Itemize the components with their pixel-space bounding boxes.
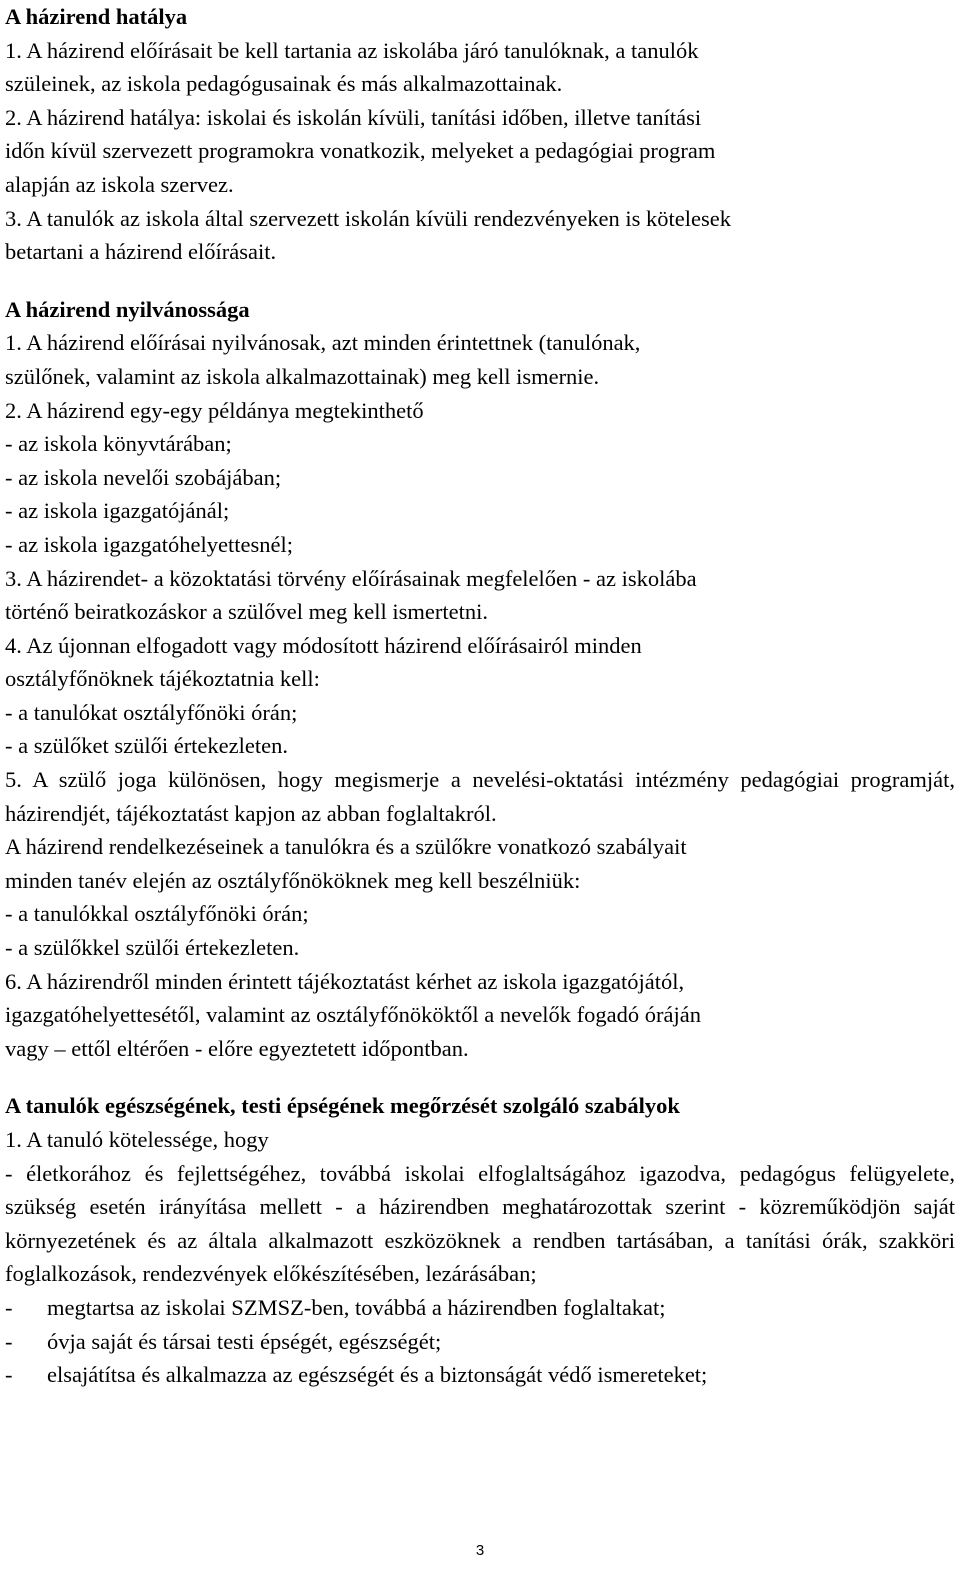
- list-dash: -: [5, 1294, 13, 1320]
- list-dash: -: [5, 1362, 13, 1388]
- page-number: 3: [475, 1542, 485, 1559]
- text-line: 2. A házirend egy-egy példánya megtekinthető: [5, 397, 424, 423]
- paragraph-5: 5. A szülő joga különösen, hogy megismerje a nevelési-oktatási intézmény pedagógiai programját, házirendjét, tájékoztatást kapjon az abban foglaltakról.: [5, 767, 955, 826]
- section-egeszseg: [5, 1089, 955, 1391]
- text-line: - a tanulókkal osztályfőnöki órán;: [5, 901, 309, 927]
- text-line: szüleinek, az iskola pedagógusainak és más alkalmazottainak.: [5, 71, 563, 97]
- text-line: 2. A házirend hatálya: iskolai és iskolán kívüli, tanítási időben, illetve tanítási: [5, 104, 702, 130]
- list-item: [5, 1358, 955, 1392]
- document-page: [5, 0, 955, 1392]
- spacer: [5, 1065, 955, 1089]
- text-line: 1. A házirend előírásai nyilvánosak, azt minden érintettnek (tanulónak,: [5, 330, 641, 356]
- text-line: A házirend rendelkezéseinek a tanulókra és a szülőkre vonatkozó szabályait: [5, 834, 687, 860]
- text-line: - az iskola igazgatójánál;: [5, 498, 230, 524]
- text-line: 3. A tanulók az iskola által szervezett iskolán kívüli rendezvényeken is kötelesek: [5, 205, 732, 231]
- list-item-text: óvja saját és társai testi épségét, egészségét;: [47, 1328, 442, 1354]
- section-nyilvanossaga: [5, 293, 955, 1066]
- list-item-text: megtartsa az iskolai SZMSZ-ben, továbbá a házirendben foglaltakat;: [47, 1294, 666, 1320]
- section-title-egeszseg: A tanulók egészségének, testi épségének megőrzését szolgáló szabályok: [5, 1093, 680, 1119]
- text-line: - az iskola nevelői szobájában;: [5, 464, 282, 490]
- text-line: alapján az iskola szervez.: [5, 171, 234, 197]
- section-title-nyilvanossaga: A házirend nyilvánossága: [5, 296, 250, 322]
- text-line: - az iskola könyvtárában;: [5, 431, 232, 457]
- text-line: - az iskola igazgatóhelyettesnél;: [5, 531, 294, 557]
- text-line: - a tanulókat osztályfőnöki órán;: [5, 699, 298, 725]
- spacer: [5, 269, 955, 293]
- paragraph-duty: - életkorához és fejlettségéhez, továbbá iskolai elfoglaltságához igazodva, pedagógus felügyelete, szükség esetén irányítása mellett - a házirendben meghatározottak szerint - közreműködjön saját környezetének és az általa alkalmazott eszközöknek a rendben tartásában, a tanítási órák, szakköri foglalkozások, rendezvények előkészítésében, lezárásában;: [5, 1160, 955, 1287]
- text-line: időn kívül szervezett programokra vonatkozik, melyeket a pedagógiai program: [5, 138, 716, 164]
- text-line: 1. A házirend előírásait be kell tartania az iskolába járó tanulóknak, a tanulók: [5, 37, 699, 63]
- section-hatalya: [5, 0, 955, 269]
- section-title-hatalya: A házirend hatálya: [5, 4, 188, 29]
- list-item-text: elsajátítsa és alkalmazza az egészségét és a biztonságát védő ismereteket;: [47, 1362, 708, 1388]
- text-line: minden tanév elején az osztályfőnököknek meg kell beszélniük:: [5, 867, 581, 893]
- text-line: 4. Az újonnan elfogadott vagy módosított házirend előírásairól minden: [5, 632, 642, 658]
- text-line: igazgatóhelyettesétől, valamint az osztályfőnököktől a nevelők fogadó óráján: [5, 1002, 702, 1028]
- text-line: történő beiratkozáskor a szülővel meg kell ismertetni.: [5, 599, 488, 625]
- text-line: 1. A tanuló kötelessége, hogy: [5, 1127, 269, 1152]
- list-item: [5, 1291, 955, 1325]
- text-line: szülőnek, valamint az iskola alkalmazottainak) meg kell ismernie.: [5, 363, 600, 389]
- text-line: betartani a házirend előírásait.: [5, 239, 277, 265]
- list-dash: -: [5, 1328, 13, 1354]
- text-line: - a szülőkkel szülői értekezleten.: [5, 935, 300, 961]
- list-item: [5, 1325, 955, 1359]
- text-line: vagy – ettől eltérően - előre egyeztetett időpontban.: [5, 1035, 469, 1061]
- text-line: osztályfőnöknek tájékoztatnia kell:: [5, 666, 320, 692]
- text-line: 3. A házirendet- a közoktatási törvény előírásainak megfelelően - az iskolába: [5, 565, 697, 591]
- text-line: - a szülőket szülői értekezleten.: [5, 733, 288, 759]
- text-line: 6. A házirendről minden érintett tájékoztatást kérhet az iskola igazgatójától,: [5, 968, 685, 994]
